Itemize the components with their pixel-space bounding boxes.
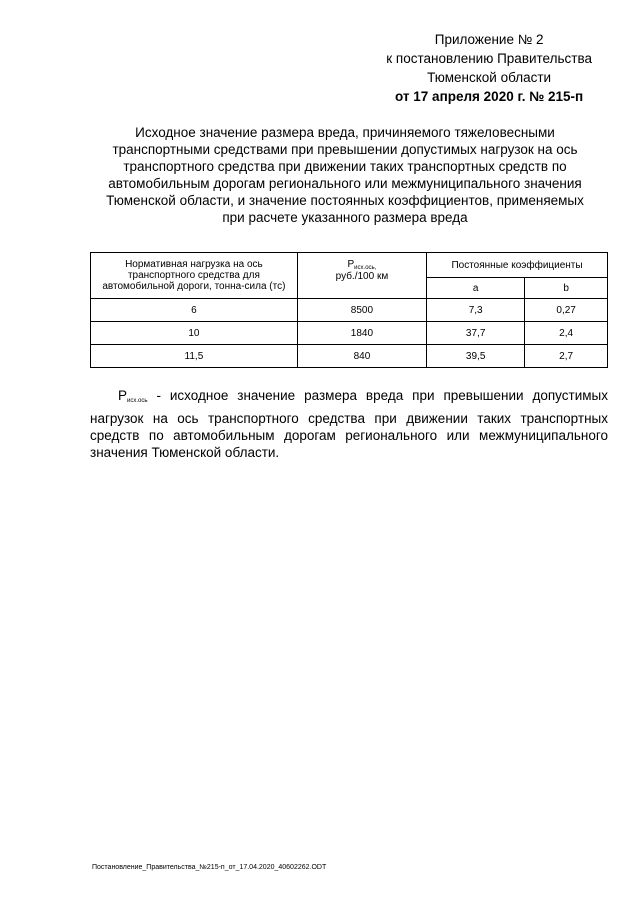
header-constant-coefficients: Постоянные коэффициенты	[427, 253, 608, 278]
cell-a: 7,3	[427, 299, 525, 322]
definition-note	[90, 387, 608, 461]
cell-b: 0,27	[525, 299, 608, 322]
header-region: Тюменской области	[427, 70, 552, 85]
cell-b: 2,7	[525, 345, 608, 368]
header-coef-a: a	[427, 278, 525, 299]
note-text: - исходное значение размера вреда при превышении допустимых нагрузок на ось транспортного средства при движении таких транспортных средств по автомобильным дорогам регионального или межмуниципального значения Тюменской области.	[90, 388, 608, 460]
cell-a: 39,5	[427, 345, 525, 368]
cell-a: 37,7	[427, 322, 525, 345]
cell-b: 2,4	[525, 322, 608, 345]
note-p-subscript: исх.ось	[127, 398, 148, 404]
cell-p: 840	[297, 345, 426, 368]
document-footer: Постановление_Правительства_№215-п_от_17.04.2020_40602262.ODT	[92, 864, 327, 871]
note-p-symbol: P	[118, 388, 128, 403]
cell-p: 8500	[297, 299, 426, 322]
table-row	[91, 299, 608, 322]
header-appendix-number: Приложение № 2	[434, 32, 544, 47]
document-title: Исходное значение размера вреда, причиняемого тяжеловесными транспортными средствами при превышении допустимых нагрузок на ось транспортного средства при движении таких транспортных средств по автомобильным дорогам регионального или межмуниципального значения Тюменской области, и значение постоянных коэффициентов, применяемых при расчете указанного размера вреда	[106, 125, 584, 225]
header-axle-load: Нормативная нагрузка на ось транспортного средства для автомобильной дороги, тонна-сила (тс)	[91, 253, 298, 299]
header-coef-b: b	[525, 278, 608, 299]
coefficients-table	[90, 252, 608, 368]
header-p-symbol: P	[347, 259, 355, 270]
document-header	[386, 30, 592, 106]
table-row	[91, 345, 608, 368]
cell-load: 6	[91, 299, 298, 322]
table-header-row	[91, 253, 608, 278]
cell-load: 10	[91, 322, 298, 345]
header-base-damage	[297, 253, 426, 299]
cell-load: 11,5	[91, 345, 298, 368]
cell-p: 1840	[297, 322, 426, 345]
header-resolution-ref: к постановлению Правительства	[386, 51, 592, 66]
table-row	[91, 322, 608, 345]
header-date-number: от 17 апреля 2020 г. № 215-п	[395, 89, 584, 104]
header-p-subscript: исх.ось,	[354, 265, 377, 271]
header-p-units: руб./100 км	[335, 271, 389, 282]
